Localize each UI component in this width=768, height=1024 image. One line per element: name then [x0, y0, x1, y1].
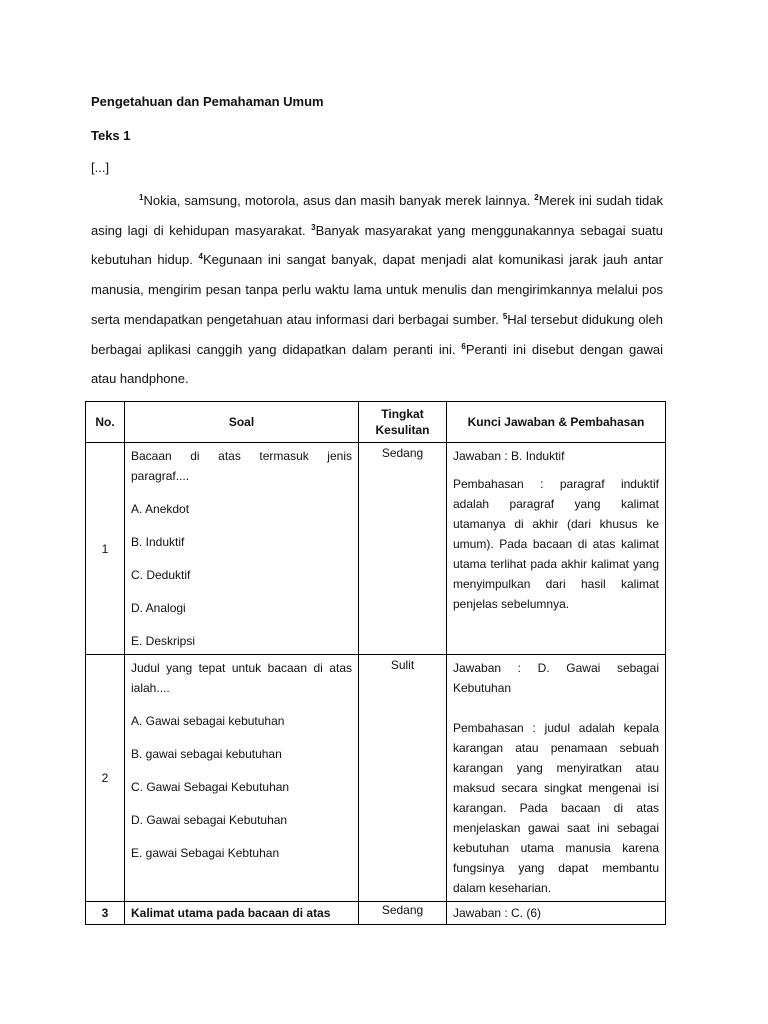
difficulty-level: Sedang — [359, 443, 447, 655]
answer-text: Jawaban : C. (6) — [453, 906, 542, 920]
row-number: 3 — [86, 902, 125, 925]
question-text: Kalimat utama pada bacaan di atas — [131, 906, 331, 920]
question-text: Judul yang tepat untuk bacaan di atas ialah.... — [131, 661, 352, 695]
sentence: Peranti ini disebut dengan gawai atau handphone. — [91, 341, 663, 387]
answer-text: Jawaban : B. Induktif — [453, 449, 565, 463]
option-e: E. Deskripsi — [131, 634, 196, 648]
sentence: Kegunaan ini sangat banyak, dapat menjadi alat komunikasi jarak jauh antar manusia, mengirim pesan tanpa perlu waktu lama untuk menulis dan mengirimkannya melalui pos serta mendapatkan pengetahuan atau informasi dari berbagai sumber. — [91, 252, 663, 327]
sentence-number: 4 — [198, 252, 203, 262]
option-d: D. Gawai sebagai Kebutuhan — [131, 813, 288, 827]
question-table — [85, 401, 666, 925]
row-number: 1 — [86, 443, 125, 655]
explanation-text: Pembahasan : judul adalah kepala karangan atau penamaan sebuah karangan yang menyiratkan atau maksud secara singkat mengenai isi karangan. Pada bacaan di atas menjelaskan gawai saat ini sebagai kebutuhan utama manusia karena fungsinya yang dapat membantu dalam keseharian. — [453, 721, 659, 895]
answer-cell — [447, 655, 666, 902]
ellipsis-marker: [...] — [91, 160, 110, 175]
sentence-number: 1 — [139, 193, 144, 202]
option-a: A. Gawai sebagai kebutuhan — [131, 714, 285, 728]
option-b: B. Induktif — [131, 535, 185, 549]
difficulty-level: Sedang — [359, 902, 447, 925]
reading-paragraph — [91, 186, 663, 394]
text-label: Teks 1 — [91, 128, 131, 143]
sentence: Merek ini sudah tidak asing lagi di kehidupan masyarakat. — [91, 193, 663, 238]
option-d: D. Analogi — [131, 601, 186, 615]
sentence: Hal tersebut didukung oleh berbagai aplikasi canggih yang didapatkan dalam peranti ini. — [91, 311, 663, 357]
question-cell — [125, 443, 359, 655]
answer-cell — [447, 902, 666, 925]
option-b: B. gawai sebagai kebutuhan — [131, 747, 282, 761]
sentence-number: 6 — [461, 341, 466, 351]
option-e: E. gawai Sebagai Kebtuhan — [131, 846, 280, 860]
header-soal: Soal — [125, 402, 359, 443]
header-no: No. — [86, 402, 125, 443]
question-text: Bacaan di atas termasuk jenis paragraf.... — [131, 449, 352, 483]
row-number: 2 — [86, 655, 125, 902]
question-cell — [125, 902, 359, 925]
sentence: Nokia, samsung, motorola, asus dan masih banyak merek lainnya. — [143, 193, 535, 208]
answer-text: Jawaban : D. Gawai sebagai Kebutuhan — [453, 661, 659, 695]
option-c: C. Deduktif — [131, 568, 191, 582]
sentence: Banyak masyarakat yang menggunakannya sebagai suatu kebutuhan hidup. — [91, 222, 663, 268]
option-c: C. Gawai Sebagai Kebutuhan — [131, 780, 290, 794]
header-kunci: Kunci Jawaban & Pembahasan — [447, 402, 666, 443]
header-tingkat: Tingkat Kesulitan — [359, 402, 447, 443]
table-row — [86, 443, 666, 655]
difficulty-level: Sulit — [359, 655, 447, 902]
question-cell — [125, 655, 359, 902]
explanation-text: Pembahasan : paragraf induktif adalah paragraf yang kalimat utamanya di akhir (dari khusus ke umum). Pada bacaan di atas kalimat utama terlihat pada akhir kalimat yang menyimpulkan dari hasil kalimat penjelas sebelumnya. — [453, 477, 659, 611]
option-a: A. Anekdot — [131, 502, 190, 516]
sentence-number: 5 — [502, 311, 508, 321]
sentence-number: 2 — [534, 193, 539, 202]
paragraph-body — [91, 186, 663, 394]
table-row — [86, 902, 666, 925]
table-header-row — [86, 402, 666, 443]
table-row — [86, 655, 666, 902]
sentence-number: 3 — [311, 222, 316, 232]
answer-cell — [447, 443, 666, 655]
document-title: Pengetahuan dan Pemahaman Umum — [91, 94, 324, 109]
